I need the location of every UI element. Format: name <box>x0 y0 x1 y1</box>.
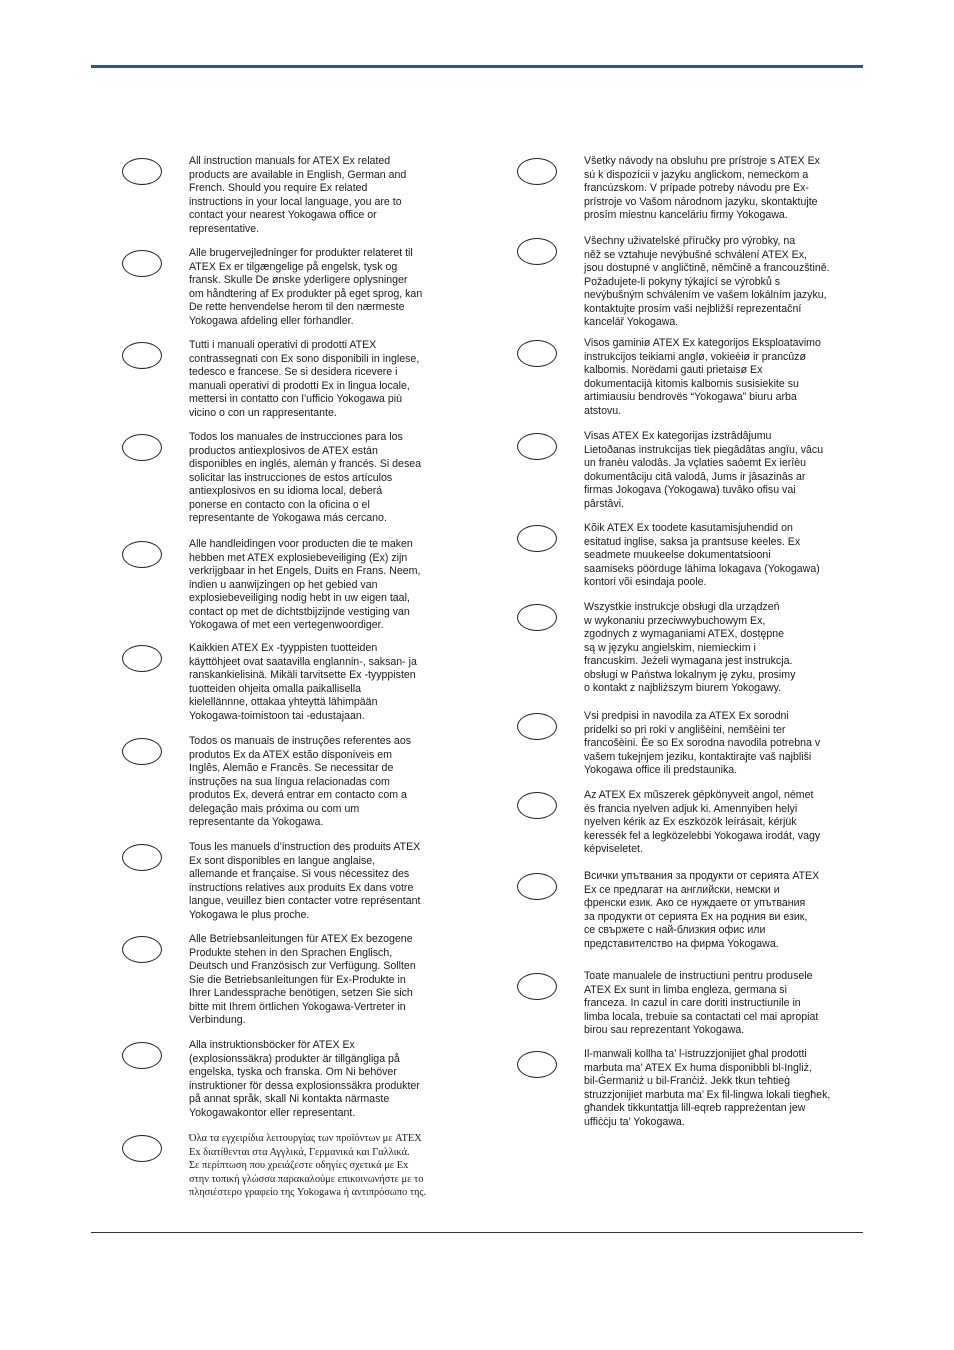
entry-text: Alle Betriebsanleitungen für ATEX Ex bezogene Produkte stehen in den Sprachen Englisch, Deutsch und Französisch zur Verfügung. Sollten Sie die Betriebsanleitungen für Ex-Produkte in Ihrer Landessprache benötigen, setzen Sie sich bitte mit Ihrem örtlichen Yokogawa-Vertreter in Verbindung. <box>189 933 416 1026</box>
entry-text: Az ATEX Ex műszerek gépkönyveit angol, német és francia nyelven adjuk ki. Amennyiben helyi nyelven kérik az Ex eszközök leírásait, kérjük keressék fel a legközelebbi Yokogawa irodát, vagy képviseletet. <box>584 789 821 855</box>
entry-text: All instruction manuals for ATEX Ex related products are available in English, German and French. Should you require Ex related instructions in your local language, you are to contact your nearest Yokogawa office or representative. <box>189 155 407 235</box>
entry-text: Tous les manuels d’instruction des produits ATEX Ex sont disponibles en langue anglaise, allemande et française. Si vous nécessitez des instructions relatives aux produits Ex dans votre langue, veuillez bien contacter votre représentant Yokogawa le plus proche. <box>189 841 421 921</box>
language-flag-oval <box>517 238 557 265</box>
entry-text: Vsi predpisi in navodila za ATEX Ex sorodni pridelki so pri roki v anglišèini, nemšèini ter francošèini. Èe so Ex sorodna navodila potrebna v vašem tukejnjem jeziku, kontaktirajte vaš najbliši Yokogawa office ili predstaunika. <box>584 710 821 776</box>
entry-text: Tutti i manuali operativi di prodotti ATEX contrassegnati con Ex sono disponibili in inglese, tedesco e francese. Se si desidera ricevere i manuali operativi di prodotti Ex in lingua locale, mettersi in contatto con l’ufficio Yokogawa più vicino o con un rappresentante. <box>189 339 420 419</box>
entry-text: Toate manualele de instructiuni pentru produsele ATEX Ex sunt in limba engleza, germana si franceza. In cazul in care doriti instructiunile in limba locala, trebuie sa contactati cel mai apropiat birou sau reprezentant Yokogawa. <box>584 970 819 1036</box>
language-flag-oval <box>122 844 162 871</box>
entry-text: Všetky návody na obsluhu pre prístroje s ATEX Ex sú k dispozícii v jazyku anglickom, nemeckom a francúzskom. V prípade potreby návodu pre Ex- prístroje vo Vašom národnom jazyku, skontaktujte prosím miestnu kanceláriu firmy Yokogawa. <box>584 155 820 221</box>
entry-text: Kaikkien ATEX Ex -tyyppisten tuotteiden käyttöhjeet ovat saatavilla englannin-, saksan- ja ranskankielisinä. Mikäli tarvitsette Ex -tyyppisten tuotteiden ohjeita omalla paikallisella kielellännne, ottakaa yhteyttä lähimpään Yokogawa-toimistoon tai -edustajaan. <box>189 642 417 722</box>
entry-text: Kõik ATEX Ex toodete kasutamisjuhendid on esitatud inglise, saksa ja prantsuse keeles. Ex seadmete muukeelse dokumentatsiooni saamiseks pöörduge lähima lokagava (Yokogawa) kontori või esindaja poole. <box>584 522 820 588</box>
entry-text: Il-manwali kollha ta’ l-istruzzjonijiet għal prodotti marbuta ma’ ATEX Ex huma disponibbli bl-Ingliż, bil-Ġermaniż u bil-Franċiż. Jekk tkun teħtieġ struzzjonijiet marbuta ma’ Ex fil-lingwa lokali tiegħek, għandek tikkuntattja lill-eqreb rappreżentan jew uffiċċju ta’ Yokogawa. <box>584 1048 831 1128</box>
footer-rule <box>91 1232 863 1233</box>
language-flag-oval <box>122 1042 162 1069</box>
entry-text: Alle handleidingen voor producten die te maken hebben met ATEX explosiebeveiliging (Ex) zijn verkrijgbaar in het Engels, Duits en Frans. Neem, indien u aanwijzingen op het gebied van explosiebeveiliging nodig hebt in uw eigen taal, contact op met de dichtstbijzijnde vestiging van Yokogawa of met een vertegenwoordiger. <box>189 538 421 631</box>
language-flag-oval <box>122 738 162 765</box>
language-flag-oval <box>517 525 557 552</box>
language-flag-oval <box>517 604 557 631</box>
entry-text: Alle brugervejledninger for produkter relateret til ATEX Ex er tilgængelige på engelsk, tysk og fransk. Skulle De ønske yderligere oplysninger om håndtering af Ex produkter på eget sprog, kan De rette henvendelse herom til den nærmeste Yokogawa afdeling eller forhandler. <box>189 247 423 327</box>
language-flag-oval <box>122 645 162 672</box>
entry-text: Visas ATEX Ex kategorijas izstrâdâjumu Lietoðanas instrukcijas tiek piegâdâtas angïu, vâcu un franèu valodâs. Ja vçlaties saòemt Ex ierîèu dokumentâciju citâ valodâ, Jums ir jâsazinâs ar firmas Jokogava (Yokogawa) tuvâko ofisu vai pârstâvi. <box>584 430 824 510</box>
language-flag-oval <box>122 936 162 963</box>
language-flag-oval <box>122 250 162 277</box>
language-flag-oval <box>122 541 162 568</box>
header-rule <box>91 65 863 68</box>
language-flag-oval <box>122 1135 162 1162</box>
language-flag-oval <box>517 340 557 367</box>
language-flag-oval <box>517 433 557 460</box>
entry-text: Всички упътвания за продукти от серията АТЕХ Ех се предлагат на английски, немски и френски език. Ако се нуждаете от упътвания за продукти от серията Ех на родния ви език, се свържете с най-близкия офис или представителство на фирма Yokogawa. <box>584 870 820 950</box>
language-flag-oval <box>122 342 162 369</box>
language-flag-oval <box>517 158 557 185</box>
entry-text: Alla instruktionsböcker för ATEX Ex (explosionssäkra) produkter är tillgängliga på engelska, tyska och franska. Om Ni behöver instruktioner för dessa explosionssäkra produkter på annat språk, skall Ni kontakta närmaste Yokogawakontor eller representant. <box>189 1039 420 1119</box>
entry-text: Wszystkie instrukcje obsługi dla urządzeń w wykonaniu przeciwwybuchowym Ex, zgodnych z wymaganiami ATEX, dostępne są w języku angielskim, niemieckim i francuskim. Jeżeli wymagana jest instrukcja. obsługi w Państwa lokalnym ję zyku, prosimy o kontakt z najbliższym biurem Yokogawy. <box>584 601 796 694</box>
language-flag-oval <box>517 873 557 900</box>
language-flag-oval <box>122 158 162 185</box>
language-flag-oval <box>517 973 557 1000</box>
entry-text: Todos os manuais de instruções referentes aos produtos Ex da ATEX estão disponíveis em Inglês, Alemão e Francês. Se necessitar de instruções na sua língua relacionadas com produtos Ex, deverá entrar em contacto com a delegação mais próxima ou com um representante da Yokogawa. <box>189 735 412 828</box>
entry-text: Όλα τα εγχειρίδια λειτουργίας των προϊόντων με ATEX Ex διατίθενται στα Αγγλικά, Γερμανικά και Γαλλικά. Σε περίπτωση που χρειάζεστε οδηγίες σχετικά με Ex στην τοπική γλώσσα παρακαλούμε επικοινωνήστε με το πλησιέστερο γραφείο της Yokogawa ή αντιπρόσωπο της. <box>189 1133 427 1198</box>
entry-text: Všechny uživatelské příručky pro výrobky, na něž se vztahuje nevýbušné schválení ATEX Ex, jsou dostupné v angličtině, němčině a francouzštině. Požadujete-li pokyny týkající se výrobků s nevýbušným schválením ve vašem lokálním jazyku, kontaktujte prosím vaši nejbližší reprezentační kancelář Yokogawa. <box>584 235 830 328</box>
language-flag-oval <box>517 1051 557 1078</box>
entry-text: Todos los manuales de instrucciones para los productos antiexplosivos de ATEX están disponibles en inglés, alemán y francés. Si desea solicitar las instrucciones de estos artículos antiexplosivos en su idioma local, deberá ponerse en contacto con la oficina o el representante de Yokogawa más cercano. <box>189 431 422 524</box>
entry-text: Visos gaminiø ATEX Ex kategorijos Eksploatavimo instrukcijos teikiami anglø, vokieèiø ir prancûzø kalbomis. Norëdami gauti prietaisø Ex dokumentacijà kitomis kalbomis susisiekite su artimiausiu bendrovës “Yokogawa” biuru arba atstovu. <box>584 337 821 417</box>
language-flag-oval <box>517 713 557 740</box>
language-flag-oval <box>517 792 557 819</box>
language-flag-oval <box>122 434 162 461</box>
